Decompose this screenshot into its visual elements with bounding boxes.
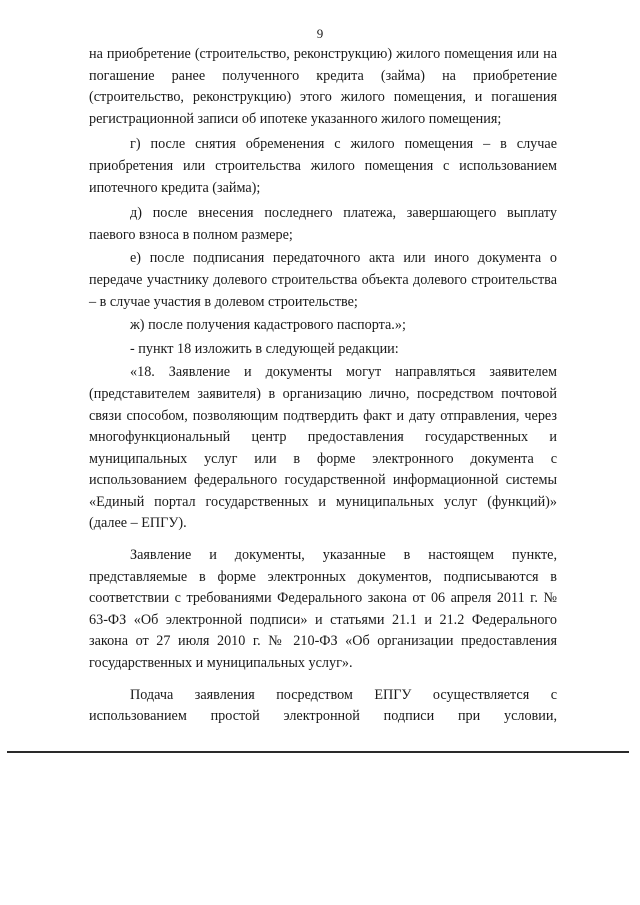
paragraph-item-zh: ж) после получения кадастрового паспорта.»;	[130, 317, 406, 334]
paragraph-electronic-signature: Заявление и документы, указанные в настоящем пункте, представляемые в форме электронных документов, подписываются в соответствии с требованиями Федерального закона от 06 апреля 2011 г. № 63-ФЗ «Об электронной подписи» и статьями 21.1 и 21.2 Федерального закона от 27 июля 2010 г. № 210-ФЗ «Об организации предоставления государственных и муниципальных услуг».	[89, 547, 557, 672]
paragraph-continuation: на приобретение (строительство, реконструкцию) жилого помещения или на погашение ранее полученного кредита (займа) на приобретение (строительство, реконструкцию) этого жилого помещения, и погашения регистрационной записи об ипотеке указанного жилого помещения;	[89, 46, 557, 127]
paragraph-item-e: е) после подписания передаточного акта или иного документа о передаче участнику долевого строительства объекта долевого строительства – в случае участия в долевом строительстве;	[89, 250, 557, 310]
page-number: 9	[316, 26, 324, 41]
footer-rule	[7, 751, 629, 753]
paragraph-epgu-submission: Подача заявления посредством ЕПГУ осуществляется с использованием простой электронной подписи при условии,	[89, 686, 557, 725]
paragraph-item-d: д) после внесения последнего платежа, завершающего выплату паевого взноса в полном размере;	[89, 205, 557, 243]
paragraph-item-g: г) после снятия обременения с жилого помещения – в случае приобретения или строительства жилого помещения с использованием ипотечного кредита (займа);	[89, 136, 557, 196]
paragraph-point-18: «18. Заявление и документы могут направляться заявителем (представителем заявителя) в организацию лично, посредством почтовой связи способом, позволяющим подтвердить факт и дату отправления, через многофункциональный центр предоставления государственных и муниципальных услуг или в форме электронного документа с использованием федерального государственной информационной системы «Единый портал государственных и муниципальных услуг (функций)» (далее – ЕПГУ).	[89, 364, 557, 532]
document-body	[89, 44, 557, 728]
paragraph-amendment-intro: - пункт 18 изложить в следующей редакции:	[130, 340, 399, 357]
